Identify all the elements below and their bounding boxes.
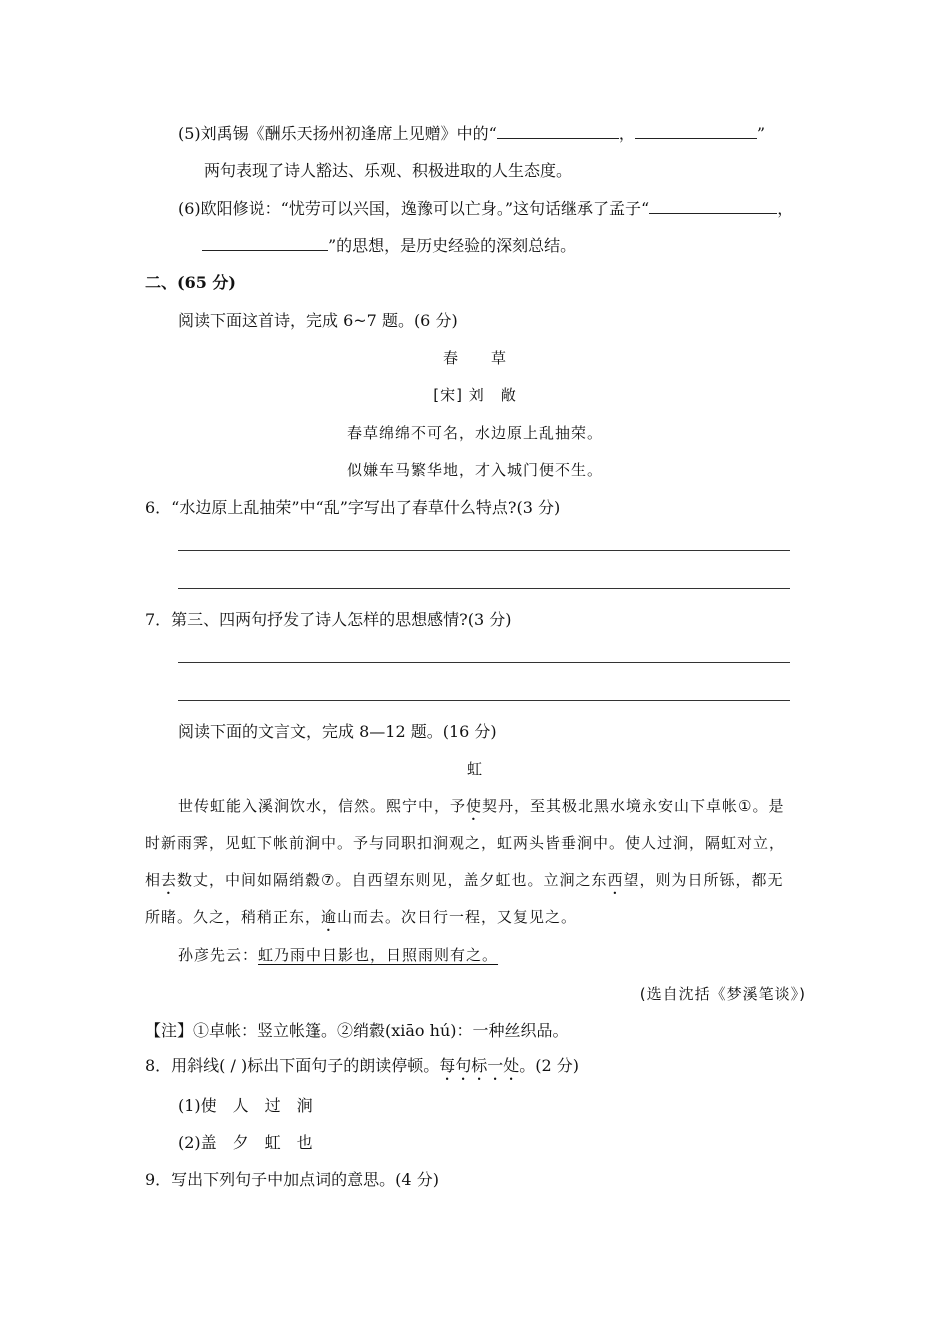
poem-line-2: 似嫌车马繁华地，才入城门便不生。	[346, 461, 603, 479]
classical-line-2: 时新雨霁，见虹下帐前涧中。予与同职扣涧观之，虹两头皆垂涧中。使人过涧，隔虹对立，	[145, 834, 786, 852]
q6-answer-line-1[interactable]	[178, 550, 790, 551]
dotted-word-shi: 使	[466, 797, 483, 815]
q5-line2: 两句表现了诗人豁达、乐观、积极进取的人生态度。	[204, 161, 573, 180]
classical-line-4: 所睹。久之，稍稍正东，逾山而去。次日行一程，又复见之。	[145, 908, 578, 926]
q6fill-line2: ”的思想，是历史经验的深刻总结。	[202, 236, 576, 256]
poem-line-1: 春草绵绵不可名，水边原上乱抽荣。	[346, 424, 603, 442]
dotted-word-qu: 去	[161, 871, 178, 889]
q6fill-blank-2[interactable]	[202, 236, 328, 251]
q8-item-1: (1)使 人 过 涧	[178, 1096, 313, 1115]
q7-answer-line-2[interactable]	[178, 700, 790, 701]
q5-blank-2[interactable]	[635, 124, 757, 139]
classical-line-1: 世传虹能入溪涧饮水，信然。熙宁中，予使契丹，至其极北黑水境永安山下卓帐①。是	[178, 797, 785, 815]
source-citation: (选自沈括《梦溪笔谈》)	[639, 985, 806, 1003]
q6fill-line1: (6)欧阳修说：“忧劳可以兴国，逸豫可以亡身。”这句话继承了孟子“ ，	[178, 199, 794, 218]
q5-blank-1[interactable]	[497, 124, 619, 139]
dotted-word-xi: 西	[607, 871, 624, 889]
poem-title: 春 草	[442, 349, 507, 367]
q6-answer-line-2[interactable]	[178, 588, 790, 589]
emphasis-phrase: 每句标一处	[439, 1056, 520, 1075]
dotted-word-yu: 逾	[321, 908, 338, 926]
q8-item-2: (2)盖 夕 虹 也	[178, 1133, 313, 1152]
q6fill-blank-1[interactable]	[649, 199, 777, 214]
classical-line-3: 相去数丈，中间如隔绡縠⑦。自西望东则见，盖夕虹也。立涧之东西望，则为日所铄，都无	[145, 871, 784, 889]
classical-title: 虹	[466, 760, 483, 778]
q5-line1: (5)刘禹锡《酬乐天扬州初逢席上见赠》中的“ ， ”	[178, 124, 766, 143]
note: 【注】①卓帐：竖立帐篷。②绡縠(xiāo hú)：一种丝织品。	[145, 1021, 569, 1040]
underlined-sentence: 虹乃雨中日影也，日照雨则有之。	[258, 946, 499, 964]
poem-author: [宋] 刘 敞	[433, 386, 517, 404]
section-heading: 二、(65 分)	[145, 273, 236, 292]
q7-answer-line-1[interactable]	[178, 662, 790, 663]
classical-line-5: 孙彦先云：虹乃雨中日影也，日照雨则有之。	[178, 946, 499, 964]
question-9: 9．写出下列句子中加点词的意思。(4 分)	[145, 1170, 439, 1189]
question-7: 7．第三、四两句抒发了诗人怎样的思想感情?(3 分)	[145, 610, 512, 629]
question-6: 6．“水边原上乱抽荣”中“乱”字写出了春草什么特点?(3 分)	[145, 498, 561, 517]
poem-intro: 阅读下面这首诗，完成 6~7 题。(6 分)	[178, 311, 458, 330]
question-8: 8．用斜线( / )标出下面句子的朗读停顿。每句标一处。(2 分)	[145, 1056, 580, 1075]
classical-intro: 阅读下面的文言文，完成 8—12 题。(16 分)	[178, 722, 497, 741]
